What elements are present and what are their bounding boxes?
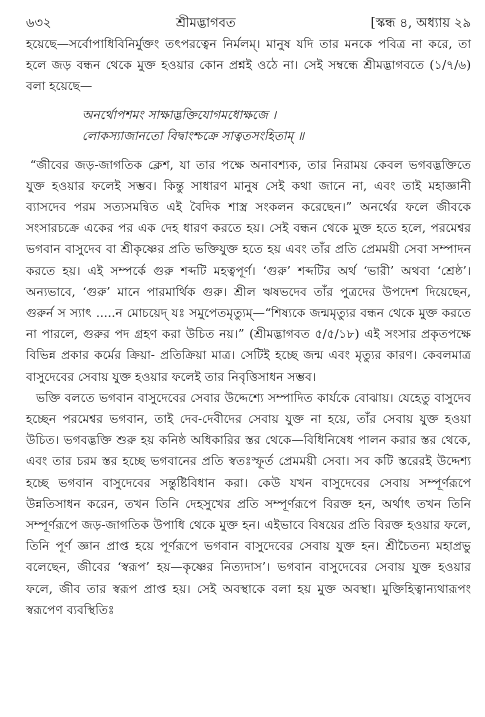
paragraph-line: ভগবদ্ভক্তিতে যুক্ত হওয়ার ফলেই সম্ভব। কিন্তু সাধারণ মানুষ সেই কথা জানে xyxy=(26,157,471,193)
paragraph-line: প্রতিক্রিয়া মাত্র। সেটিই হচ্ছে জন্ম এবং মৃত্যুর কারণ। কেবলমাত্র বাসুদেবের xyxy=(26,348,471,384)
paragraph-line: নিত্যদাস’। ভগবান বাসুদেবের সেবায় যুক্ত হওয়ার ফলে, জীব তার স্বরূপ প্রাপ্ত xyxy=(26,560,471,596)
paragraph-line: না, এবং তাই মহাজ্ঞানী ব্যাসদেব পরম সত্যসমন্বিত এই বৈদিক শাস্ত্র সংকলন xyxy=(26,178,471,215)
paragraph-line: হয়। সেই বন্ধন থেকে মুক্ত হতে হলে, পরমেশ্বর ভগবান বাসুদেব বা শ্রীকৃষ্ণের xyxy=(26,221,471,257)
paragraph-line: উন্নতিসাধন করেন, তখন তিনি দেহসুখের প্রতি সম্পূর্ণরূপে বিরক্ত হন, অর্থাৎ xyxy=(26,496,417,511)
paragraph-line: সেবায় যুক্ত হন। শ্রীচৈতন্য মহাপ্রভু বলেছেন, জীবের ‘স্বরূপ’ হয়—কৃষ্ণের xyxy=(26,539,471,575)
paragraph-line: এই সম্পর্কে গুরু শব্দটি মহত্বপূর্ণ। ‘গুরু’ শব্দটির অর্থ ‘ভারী’ অথবা ‘শ্রেষ্ঠ’। xyxy=(87,263,471,278)
paragraph-line: ভগবানের প্রতি স্বতঃস্ফূর্ত প্রেমময়ী সেবা। সব কটি স্তরেরই উদ্দেশ্য হচ্ছে ভগবান xyxy=(26,454,471,490)
intro-line: সম্বন্ধে শ্রীমদ্ভাগবতে (১/৭/৬) বলা হয়েছে— xyxy=(26,58,471,94)
paragraph-line: করেছেন।” অনর্থের ফলে জীবকে সংসারচক্রে একের পর এক দেহ ধারণ করতে xyxy=(26,200,471,236)
body-paragraph-2 xyxy=(26,388,471,621)
paragraph-line: প্রতি বিরক্ত হওয়ার ফলে, তিনি পূর্ণ জ্ঞান প্রাপ্ত হয়ে পূর্ণরূপে ভগবান বাসুদেবের xyxy=(26,518,471,554)
verse-line: লোকস্যাজানতো বিদ্বাংশ্চক্রে সাত্বতসংহিতাম্ ॥ xyxy=(82,128,305,143)
verse-line: অনর্থোপশমং সাক্ষাদ্ভক্তিযোগমধোক্ষজে । xyxy=(82,107,277,122)
running-title: শ্রীমদ্ভাগবত xyxy=(176,16,236,31)
paragraph-line: (শ্রীমদ্ভাগবত ৫/৫/১৮) এই সংসার প্রকৃতপক্ষে বিভিন্ন প্রকার কর্মের ক্রিয়া- xyxy=(26,327,471,363)
paragraph-line: সেবায় যুক্ত হওয়ার ফলেই তার নিবৃত্তিসাধন সম্ভব। xyxy=(77,369,317,384)
page-number: ৬৩২ xyxy=(26,16,52,31)
section-reference: [স্কন্ধ ৪, অধ্যায় ২৯ xyxy=(370,16,471,31)
intro-line: হয়েছে—সর্বোপাধিবিনির্মুক্তং তৎপরত্বেন নির্মলম্। মানুষ যদি তার মনকে পবিত্র xyxy=(26,37,412,51)
paragraph-line: বন্ধন থেকে মুক্ত করতে না পারলে, গুরুর পদ গ্রহণ করা উচিত নয়।” xyxy=(26,306,471,342)
intro-line: না করে, তা হলে জড় বন্ধন থেকে মুক্ত হওয়ার কোন প্রশ্নই ওঠে না। সেই xyxy=(26,37,471,73)
paragraph-line: বাসুদেবের সন্তুষ্টিবিধান করা। কেউ যখন বাসুদেবের সেবায় সম্পূর্ণরূপে xyxy=(102,475,471,490)
paragraph-line: যেহেতু বাসুদেব হচ্ছেন পরমেশ্বর ভগবান, তাই দেব-দেবীদের সেবায় যুক্ত না xyxy=(26,390,471,427)
paragraph-line: তখন তিনি সম্পূর্ণরূপে জড়-জাগতিক উপাধি থেকে মুক্ত হন। এইভাবে বিষয়ের xyxy=(26,496,471,533)
paragraph-line: প্রতি ভক্তিযুক্ত হতে হয় এবং তাঁর প্রতি প্রেমময়ী সেবা সম্পাদন করতে হয়। xyxy=(26,242,471,278)
paragraph-line: হয়। সেই অবস্থাকে বলা হয় মুক্ত অবস্থা। মুক্তিহিত্বান্যথারূপং স্বরূপেণ ব্যবস্থিতিঃ xyxy=(26,581,471,617)
page-header xyxy=(26,0,471,34)
paragraph-line: দিয়েছেন, গুরুর্ন স স্যাৎ .....ন মোচয়েদ্ যঃ সমুপেতমৃত্যুম্—“শিষ্যকে জন্মমৃত্যুর xyxy=(26,284,471,321)
paragraph-line: অন্যভাবে, ‘গুরু’ মানে পারমার্থিক গুরু। শ্রীল ঋষভদেব তাঁর পুত্রদের উপদেশ xyxy=(26,284,426,299)
paragraph-line: হয়ে, তাঁর সেবায় যুক্ত হওয়া উচিত। ভগবদ্ভক্তি শুরু হয় কনিষ্ঠ অধিকারির xyxy=(26,412,471,448)
intro-paragraph xyxy=(26,34,471,98)
paragraph-line: স্তর থেকে—বিধিনিষেধ পালন করার স্তর থেকে, এবং তার চরম স্তর হচ্ছে xyxy=(26,433,471,469)
body-paragraph-1 xyxy=(26,155,471,388)
paragraph-line: “জীবের জড়-জাগতিক ক্লেশ, যা তার পক্ষে অনাবশ্যক, তার নিরাময় কেবল xyxy=(30,157,409,172)
sanskrit-verse xyxy=(82,105,471,147)
paragraph-line: ভক্তি বলতে ভগবান বাসুদেবের সেবার উদ্দেশ্যে সম্পাদিত কার্যকে বোঝায়। xyxy=(36,390,398,405)
